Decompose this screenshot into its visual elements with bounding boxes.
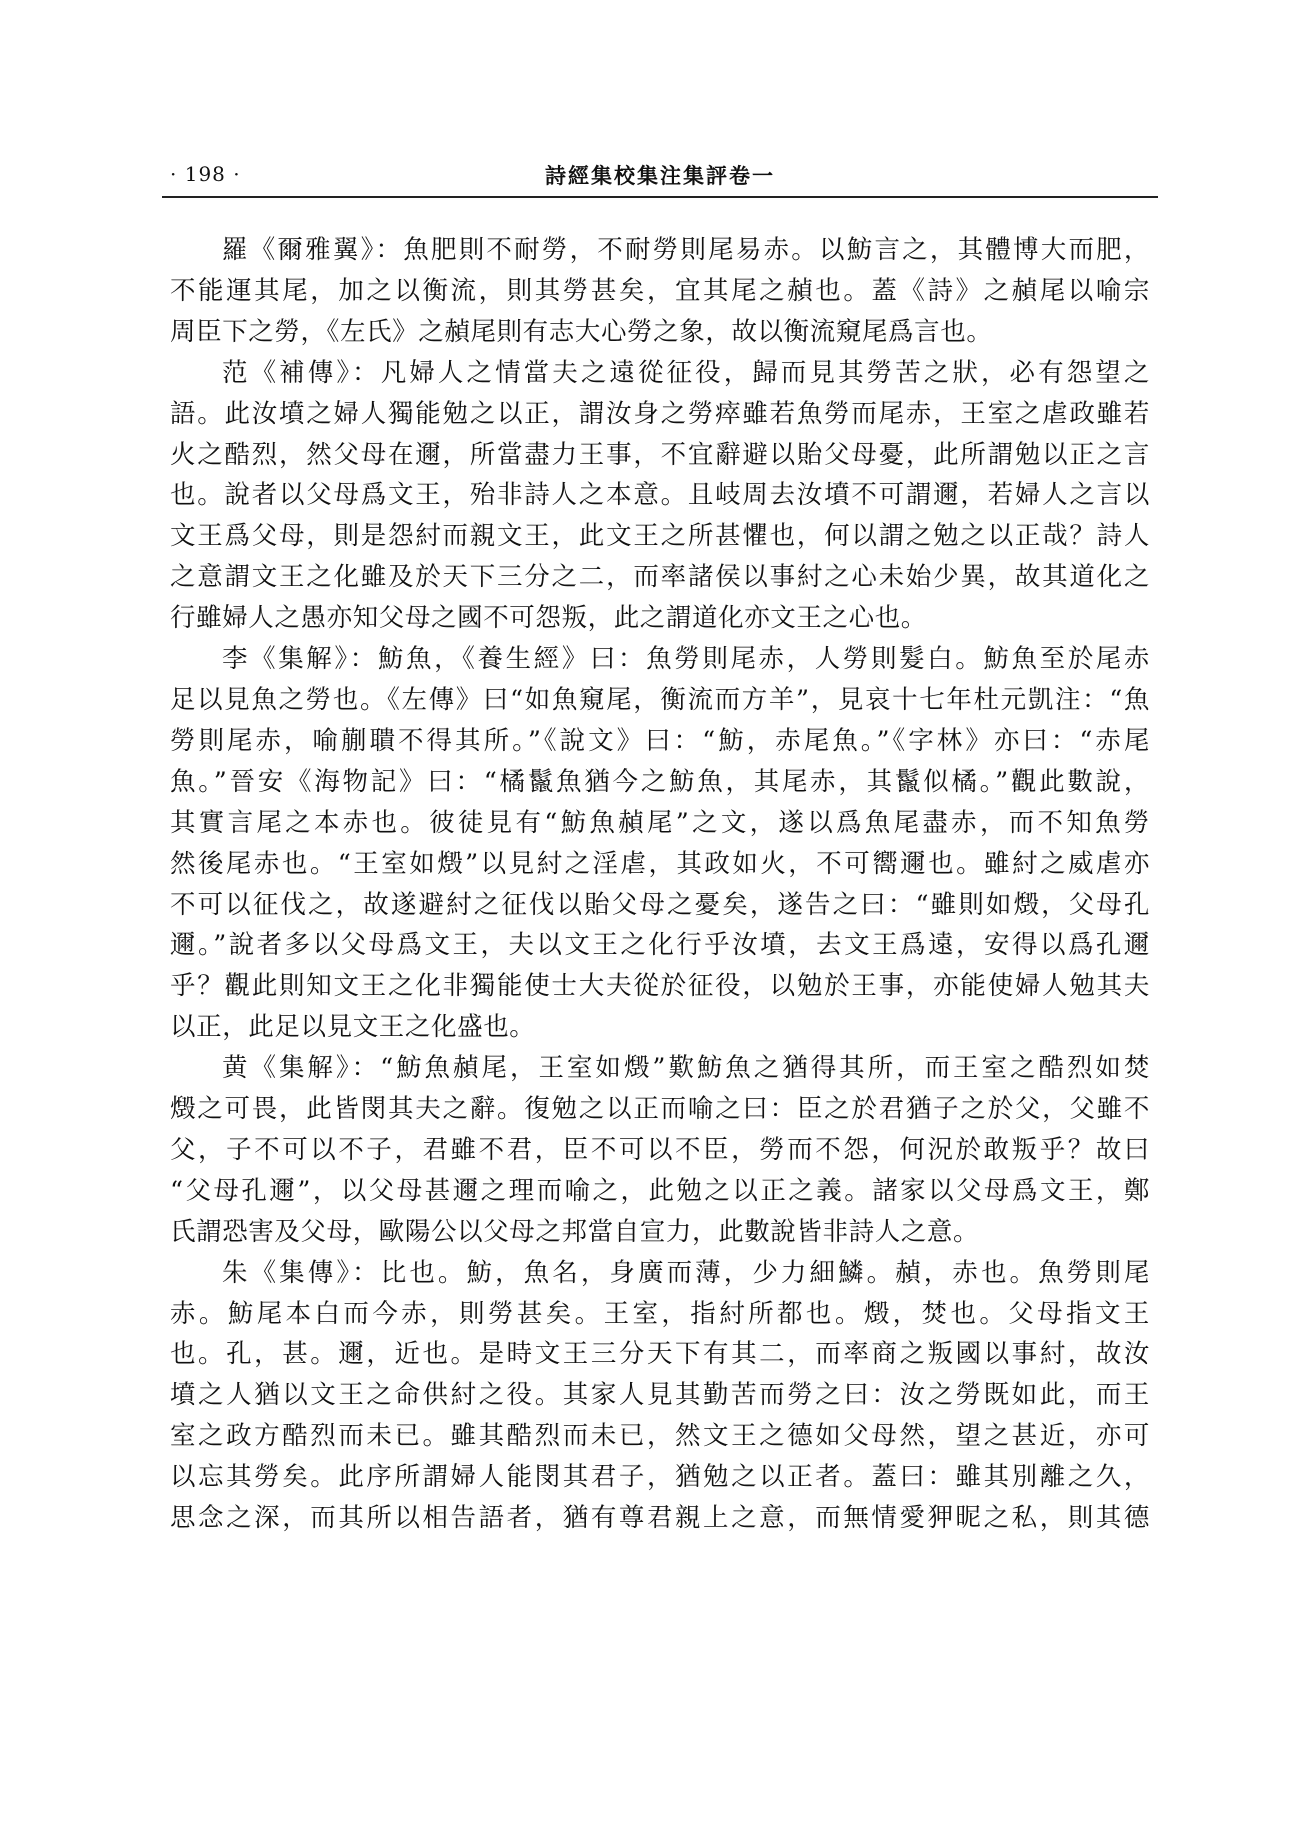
text-line: 乎？觀此則知文王之化非獨能使士大夫從於征役，以勉於王事，亦能使婦人勉其夫 <box>170 971 1150 1002</box>
text-line: 羅《爾雅翼》：魚肥則不耐勞，不耐勞則尾易赤。以魴言之，其體博大而肥， <box>222 235 1150 265</box>
text-line: 朱《集傳》：比也。魴，魚名，身廣而薄，少力細鱗。赬，赤也。魚勞則尾 <box>222 1257 1150 1288</box>
text-line: 然後尾赤也。“王室如燬”以見紂之淫虐，其政如火，不可嚮邇也。雖紂之威虐亦 <box>170 848 1150 879</box>
paragraph-luo-erya-yi <box>170 230 1150 353</box>
text-line: 墳之人猶以文王之命供紂之役。其家人見其勤苦而勞之曰：汝之勞既如此，而王 <box>170 1380 1150 1411</box>
paragraph-fan-buzhuan <box>170 353 1150 639</box>
text-line: 語。此汝墳之婦人獨能勉之以正，謂汝身之勞瘁雖若魚勞而尾赤，王室之虐政雖若 <box>170 398 1150 429</box>
text-line: 足以見魚之勞也。《左傳》曰“如魚窺尾，衡流而方羊”，見哀十七年杜元凱注：“魚 <box>170 684 1150 715</box>
page-number: · 198 · <box>170 162 241 186</box>
text-line: 周臣下之勞，《左氏》之赬尾則有志大心勞之象，故以衡流窺尾爲言也。 <box>170 316 993 347</box>
text-line: 父，子不可以不子，君雖不君，臣不可以不臣，勞而不怨，何況於敢叛乎？故曰 <box>170 1134 1150 1165</box>
text-line: 赤。魴尾本白而今赤，則勞甚矣。王室，指紂所都也。燬，焚也。父母指文王 <box>170 1298 1150 1329</box>
text-line: 以忘其勞矣。此序所謂婦人能閔其君子，猶勉之以正者。蓋曰：雖其別離之久， <box>170 1462 1150 1493</box>
text-line: 火之酷烈，然父母在邇，所當盡力王事，不宜辭避以貽父母憂，此所謂勉以正之言 <box>170 439 1150 470</box>
text-line: 不可以征伐之，故遂避紂之征伐以貽父母之憂矣，遂告之曰：“雖則如燬，父母孔 <box>170 889 1150 920</box>
text-line: 文王爲父母，則是怨紂而親文王，此文王之所甚懼也，何以謂之勉之以正哉？詩人 <box>170 521 1150 552</box>
text-line: 燬之可畏，此皆閔其夫之辭。復勉之以正而喻之曰：臣之於君猶子之於父，父雖不 <box>170 1094 1150 1125</box>
text-line: 黄《集解》：“魴魚赬尾，王室如燬”歎魴魚之猶得其所，而王室之酷烈如焚 <box>222 1053 1150 1084</box>
text-line: 思念之深，而其所以相告語者，猶有尊君親上之意，而無情愛狎昵之私，則其德 <box>170 1503 1150 1534</box>
text-line: 室之政方酷烈而未已。雖其酷烈而未已，然文王之德如父母然，望之甚近，亦可 <box>170 1421 1150 1452</box>
text-line: 其實言尾之本赤也。彼徒見有“魴魚赬尾”之文，遂以爲魚尾盡赤，而不知魚勞 <box>170 807 1150 838</box>
text-line: 邇。”說者多以父母爲文王，夫以文王之化行乎汝墳，去文王爲遠，安得以爲孔邇 <box>170 930 1150 961</box>
text-line: 行雖婦人之愚亦知父母之國不可怨叛，此之謂道化亦文王之心也。 <box>170 603 927 634</box>
text-line: 氏謂恐害及父母，歐陽公以父母之邦當自宣力，此數說皆非詩人之意。 <box>170 1216 980 1247</box>
running-title: 詩經集校集注集評卷一 <box>545 163 775 188</box>
text-line: 范《補傳》：凡婦人之情當夫之遠從征役，歸而見其勞苦之狀，必有怨望之 <box>222 357 1150 388</box>
text-line: “父母孔邇”，以父母甚邇之理而喻之，此勉之以正之義。諸家以父母爲文王，鄭 <box>170 1175 1150 1206</box>
page-body <box>170 230 1150 1539</box>
text-line: 也。說者以父母爲文王，殆非詩人之本意。且岐周去汝墳不可謂邇，若婦人之言以 <box>170 480 1150 511</box>
header-rule <box>162 196 1158 198</box>
text-line: 以正，此足以見文王之化盛也。 <box>170 1012 536 1043</box>
text-line: 李《集解》：魴魚，《養生經》曰：魚勞則尾赤，人勞則髮白。魴魚至於尾赤 <box>222 644 1150 675</box>
text-line: 勞則尾赤，喻蒯聵不得其所。”《說文》曰：“魴，赤尾魚。”《字林》亦曰：“赤尾 <box>170 725 1150 756</box>
paragraph-huang-jijie <box>170 1048 1150 1253</box>
paragraph-li-jijie <box>170 639 1150 1048</box>
text-line: 之意謂文王之化雖及於天下三分之二，而率諸侯以事紂之心未始少異，故其道化之 <box>170 562 1150 593</box>
paragraph-zhu-jizhuan <box>170 1253 1150 1539</box>
text-line: 魚。”晉安《海物記》曰：“橘鬣魚猶今之魴魚，其尾赤，其鬣似橘。”觀此數說， <box>170 766 1150 797</box>
text-line: 不能運其尾，加之以衡流，則其勞甚矣，宜其尾之赬也。蓋《詩》之赬尾以喻宗 <box>170 275 1150 306</box>
page-header <box>170 156 1150 196</box>
text-line: 也。孔，甚。邇，近也。是時文王三分天下有其二，而率商之叛國以事紂，故汝 <box>170 1339 1150 1370</box>
